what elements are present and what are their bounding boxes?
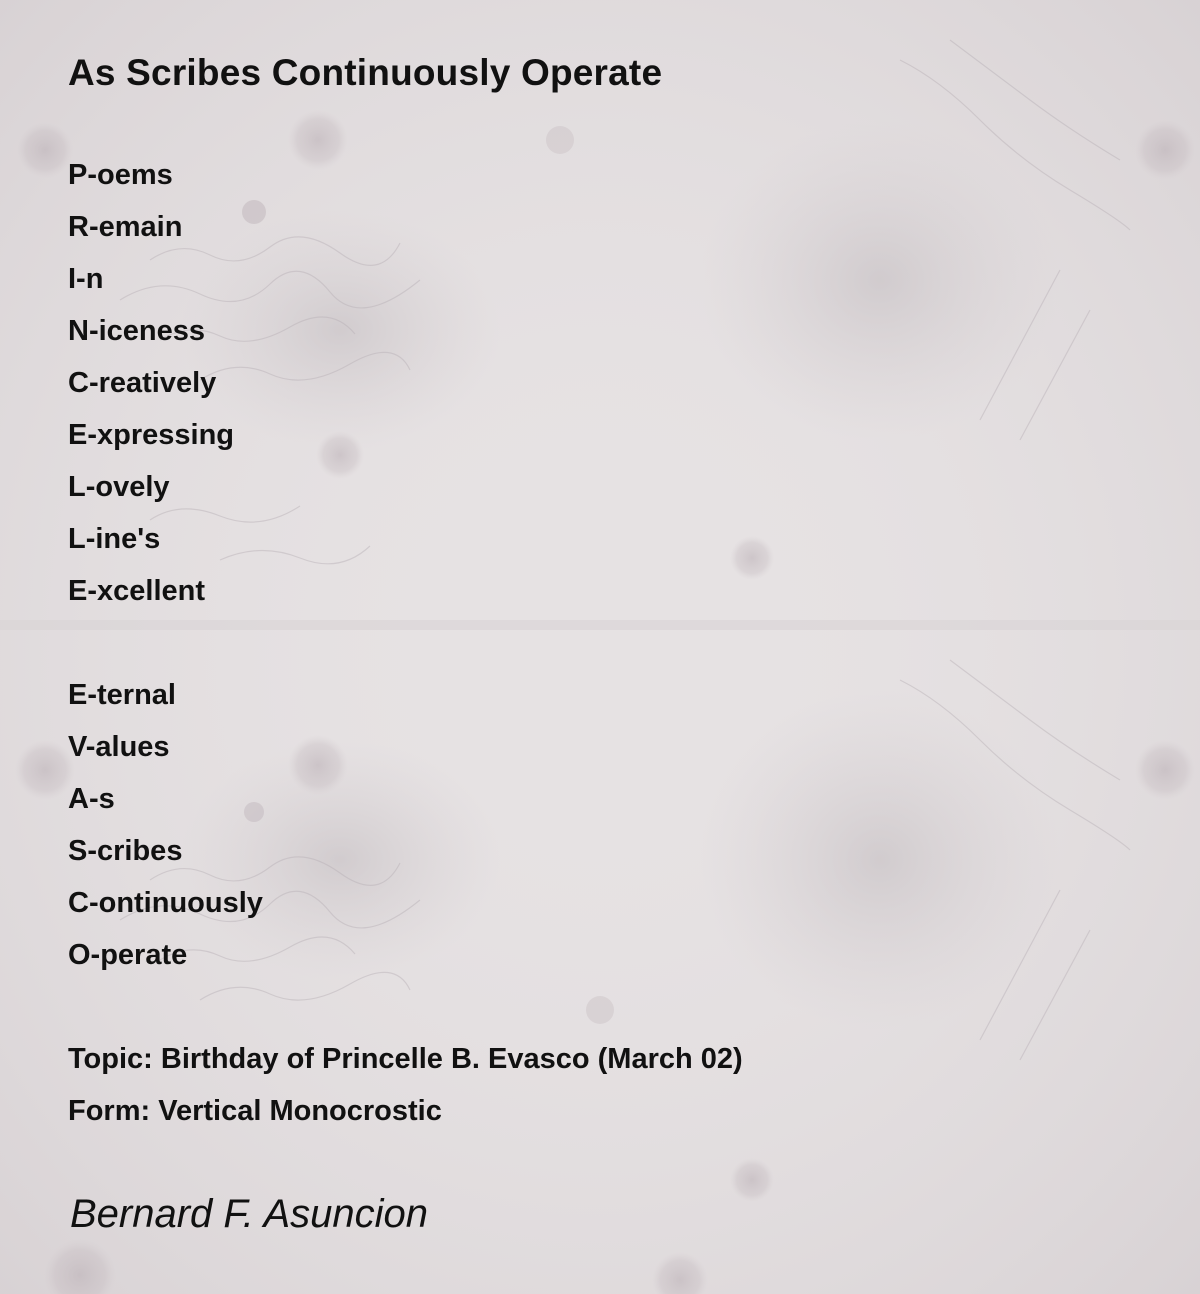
poem-line: E-xcellent bbox=[68, 575, 205, 607]
poem-line: I-n bbox=[68, 263, 104, 295]
poem-line: E-ternal bbox=[68, 679, 176, 711]
topic-note: Topic: Birthday of Princelle B. Evasco (March 02) bbox=[68, 1043, 743, 1075]
stanza-2 bbox=[68, 669, 263, 981]
author-name: Bernard F. Asuncion bbox=[70, 1192, 428, 1236]
poem-line: O-perate bbox=[68, 939, 188, 971]
poem-line: R-emain bbox=[68, 211, 183, 243]
poem-line: N-iceness bbox=[68, 315, 206, 347]
poem-line: L-ovely bbox=[68, 471, 170, 503]
form-note: Form: Vertical Monocrostic bbox=[68, 1095, 442, 1127]
poem-title: As Scribes Continuously Operate bbox=[68, 52, 663, 93]
poem-line: C-ontinuously bbox=[68, 887, 263, 919]
poem-line: A-s bbox=[68, 783, 115, 815]
stanza-1 bbox=[68, 149, 234, 617]
poem-line: C-reatively bbox=[68, 367, 217, 399]
poem-line: P-oems bbox=[68, 159, 173, 191]
poem-notes bbox=[68, 1033, 743, 1137]
poem-line: L-ine's bbox=[68, 523, 161, 555]
poem-line: E-xpressing bbox=[68, 419, 234, 451]
poem-line: S-cribes bbox=[68, 835, 183, 867]
poem-line: V-alues bbox=[68, 731, 170, 763]
